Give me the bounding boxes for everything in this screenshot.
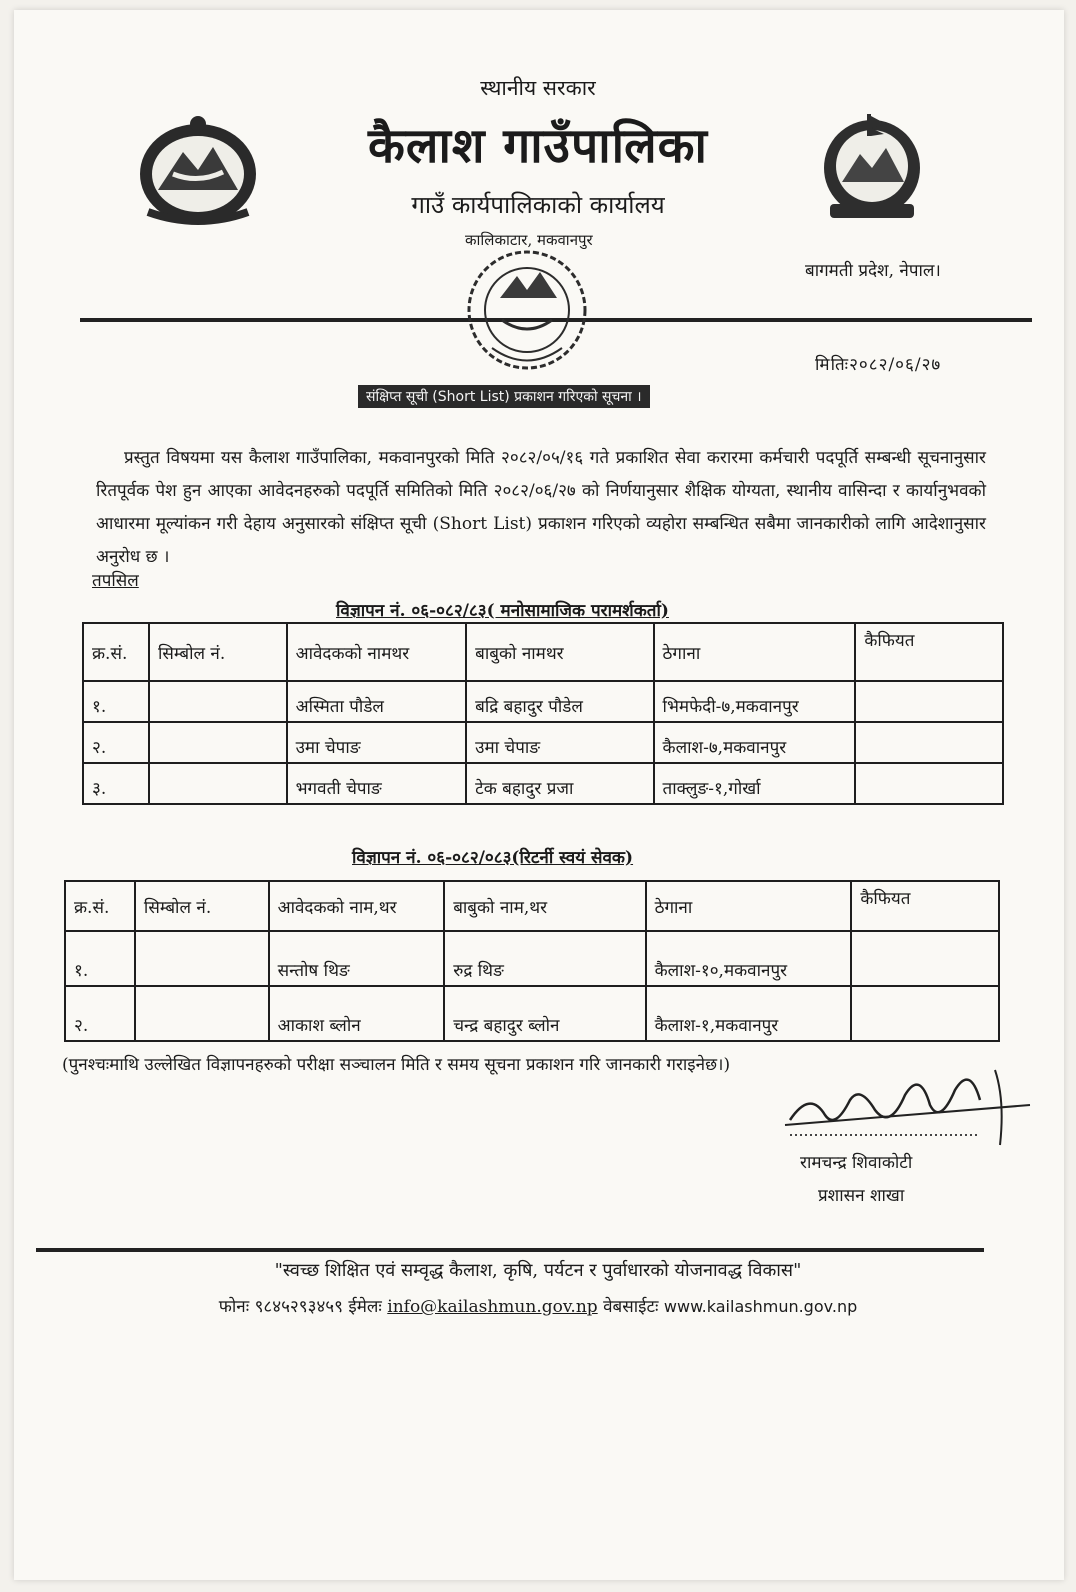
signatory-branch: प्रशासन शाखा bbox=[818, 1186, 905, 1206]
cell-applicant: उमा चेपाङ bbox=[287, 722, 467, 763]
column-header-symbol: सिम्बोल नं. bbox=[135, 881, 269, 931]
cell-symbol bbox=[135, 986, 269, 1041]
column-header-serial: क्र.सं. bbox=[65, 881, 135, 931]
email-label: ईमेलः bbox=[348, 1297, 382, 1317]
table-header-row bbox=[83, 623, 1003, 681]
notice-body: प्रस्तुत विषयमा यस कैलाश गाउँपालिका, मकवानपुरको मिति २०८२/०५/१६ गते प्रकाशित सेवा करारमा कर्मचारी पदपूर्ति सम्बन्धी सूचनानुसार रितपूर्वक पेश हुन आएका आवेदनहरुको पदपूर्ति समितिको मिति २०८२/०६/२७ को निर्णयानुसार शैक्षिक योग्यता, स्थानीय वासिन्दा र कार्यानुभवको आधारमा मूल्यांकन गरी देहाय अनुसारको संक्षिप्त सूची (Short List) प्रकाशन गरिएको व्यहोरा सम्बन्धित सबैमा जानकारीको लागि आदेशानुसार अनुरोध छ । bbox=[96, 448, 986, 567]
column-header-serial: क्र.सं. bbox=[83, 623, 149, 681]
office-address: कालिकाटार, मकवानपुर bbox=[465, 231, 593, 249]
cell-applicant: आकाश ब्लोन bbox=[269, 986, 445, 1041]
website-label: वेबसाईटः bbox=[603, 1297, 659, 1317]
cell-father: रुद्र थिङ bbox=[444, 931, 645, 986]
cell-father: टेक बहादुर प्रजा bbox=[466, 763, 653, 804]
header-subtitle: स्थानीय सरकार bbox=[480, 76, 596, 100]
office-stamp bbox=[462, 238, 592, 388]
footer-divider bbox=[36, 1248, 984, 1252]
cell-serial: २. bbox=[83, 722, 149, 763]
cell-address: कैलाश-१,मकवानपुर bbox=[646, 986, 852, 1041]
column-header-applicant: आवेदकको नाम,थर bbox=[269, 881, 445, 931]
schedule-label: तपसिल bbox=[92, 571, 139, 591]
shortlist-table-2 bbox=[64, 880, 1000, 1042]
website-link[interactable]: www.kailashmun.gov.np bbox=[663, 1297, 858, 1316]
footer-contacts bbox=[0, 1294, 1076, 1317]
column-header-applicant: आवेदकको नामथर bbox=[287, 623, 467, 681]
cell-father: उमा चेपाङ bbox=[466, 722, 653, 763]
column-header-father: बाबुको नाम,थर bbox=[444, 881, 645, 931]
cell-remarks bbox=[855, 722, 1003, 763]
notice-date: मितिः२०८२/०६/२७ bbox=[815, 355, 942, 375]
office-name: गाउँ कार्यपालिकाको कार्यालय bbox=[411, 191, 665, 219]
cell-address: कैलाश-१०,मकवानपुर bbox=[646, 931, 852, 986]
cell-applicant: भगवती चेपाङ bbox=[287, 763, 467, 804]
shortlist-table-1 bbox=[82, 622, 1004, 805]
municipality-name: कैलाश गाउँपालिका bbox=[368, 118, 708, 174]
table-row bbox=[83, 681, 1003, 722]
table2-caption: विज्ञापन नं. ०६-०८२/०८३(रिटर्नी स्वयं सेवक) bbox=[352, 848, 634, 868]
table-row bbox=[65, 986, 999, 1041]
table-row bbox=[65, 931, 999, 986]
table-header-row bbox=[65, 881, 999, 931]
table-row bbox=[83, 763, 1003, 804]
cell-symbol bbox=[149, 763, 287, 804]
cell-serial: २. bbox=[65, 986, 135, 1041]
cell-symbol bbox=[149, 722, 287, 763]
cell-symbol bbox=[149, 681, 287, 722]
cell-remarks bbox=[855, 681, 1003, 722]
cell-address: ताक्लुङ-१,गोर्खा bbox=[654, 763, 856, 804]
cell-remarks bbox=[855, 763, 1003, 804]
cell-father: बद्रि बहादुर पौडेल bbox=[466, 681, 653, 722]
cell-address: भिमफेदी-७,मकवानपुर bbox=[654, 681, 856, 722]
column-header-father: बाबुको नामथर bbox=[466, 623, 653, 681]
footer-motto: "स्वच्छ शिक्षित एवं सम्वृद्ध कैलाश, कृषि, पर्यटन र पुर्वाधारको योजनावद्ध विकास" bbox=[274, 1260, 802, 1281]
column-header-symbol: सिम्बोल नं. bbox=[149, 623, 287, 681]
postscript-note: (पुनश्चःमाथि उल्लेखित विज्ञापनहरुको परीक्षा सञ्चालन मिति र समय सूचना प्रकाशन गरि जानकारी गराइनेछ।) bbox=[62, 1055, 731, 1075]
email-link[interactable]: info@kailashmun.gov.np bbox=[387, 1297, 598, 1317]
cell-remarks bbox=[851, 986, 999, 1041]
handwritten-signature bbox=[780, 1060, 1040, 1150]
column-header-address: ठेगाना bbox=[654, 623, 856, 681]
column-header-remarks: कैफियत bbox=[851, 881, 999, 931]
column-header-remarks: कैफियत bbox=[855, 623, 1003, 681]
cell-remarks bbox=[851, 931, 999, 986]
cell-serial: १. bbox=[65, 931, 135, 986]
phone-label: फोनः bbox=[218, 1297, 250, 1317]
notice-title: संक्षिप्त सूची (Short List) प्रकाशन गरिएको सूचना । bbox=[358, 385, 650, 408]
cell-father: चन्द्र बहादुर ब्लोन bbox=[444, 986, 645, 1041]
province-label: बागमती प्रदेश, नेपाल। bbox=[805, 261, 941, 281]
cell-symbol bbox=[135, 931, 269, 986]
cell-applicant: सन्तोष थिङ bbox=[269, 931, 445, 986]
cell-serial: ३. bbox=[83, 763, 149, 804]
cell-applicant: अस्मिता पौडेल bbox=[287, 681, 467, 722]
table-row bbox=[83, 722, 1003, 763]
column-header-address: ठेगाना bbox=[646, 881, 852, 931]
signatory-name: रामचन्द्र शिवाकोटी bbox=[800, 1153, 913, 1173]
cell-address: कैलाश-७,मकवानपुर bbox=[654, 722, 856, 763]
phone-number: ९८४५२९३४५९ bbox=[254, 1297, 343, 1317]
table1-caption: विज्ञापन नं. ०६-०८२/८३( मनोसामाजिक परामर्शकर्ता) bbox=[336, 601, 669, 621]
cell-serial: १. bbox=[83, 681, 149, 722]
